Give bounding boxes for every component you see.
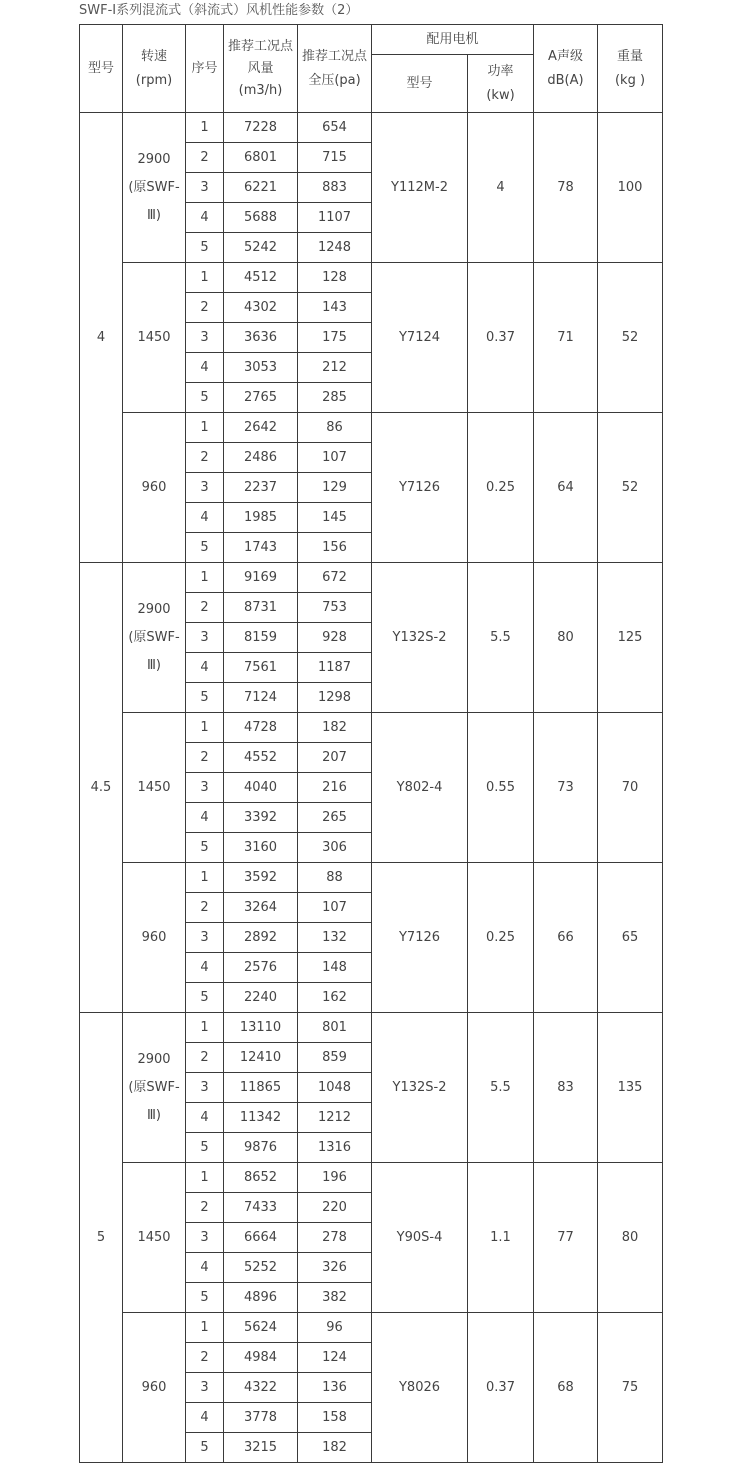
pressure-cell: 212 [298, 353, 372, 383]
flow-cell: 6664 [224, 1223, 298, 1253]
noise-cell: 66 [534, 863, 598, 1013]
pressure-cell: 148 [298, 953, 372, 983]
seq-cell: 3 [186, 323, 224, 353]
seq-cell: 2 [186, 593, 224, 623]
pressure-cell: 86 [298, 413, 372, 443]
header-weight: 重量 (kg ) [598, 25, 663, 113]
fan-performance-table [79, 24, 663, 1463]
seq-cell: 3 [186, 773, 224, 803]
seq-cell: 1 [186, 563, 224, 593]
seq-cell: 2 [186, 443, 224, 473]
speed-line: 960 [141, 1379, 167, 1395]
seq-cell: 2 [186, 143, 224, 173]
noise-cell: 83 [534, 1013, 598, 1163]
speed-cell [123, 413, 186, 563]
speed-line: 2900 [137, 151, 171, 167]
speed-line: 1450 [137, 1229, 171, 1245]
motor-model-cell: Y132S-2 [372, 563, 468, 713]
pressure-cell: 132 [298, 923, 372, 953]
seq-cell: 1 [186, 113, 224, 143]
seq-cell: 4 [186, 653, 224, 683]
flow-cell: 13110 [224, 1013, 298, 1043]
speed-cell [123, 713, 186, 863]
speed-line: Ⅲ) [146, 1107, 162, 1123]
pressure-cell: 88 [298, 863, 372, 893]
flow-cell: 4512 [224, 263, 298, 293]
pressure-cell: 883 [298, 173, 372, 203]
seq-cell: 4 [186, 1403, 224, 1433]
speed-cell [123, 113, 186, 263]
motor-model-cell: Y7126 [372, 413, 468, 563]
seq-cell: 1 [186, 1013, 224, 1043]
pressure-cell: 1107 [298, 203, 372, 233]
power-cell: 0.37 [468, 1313, 534, 1463]
power-cell: 5.5 [468, 1013, 534, 1163]
noise-cell: 71 [534, 263, 598, 413]
speed-line: (原SWF- [128, 179, 180, 195]
speed-cell [123, 563, 186, 713]
speed-line: 2900 [137, 601, 171, 617]
seq-cell: 4 [186, 203, 224, 233]
speed-line: 1450 [137, 329, 171, 345]
seq-cell: 5 [186, 1433, 224, 1463]
seq-cell: 5 [186, 383, 224, 413]
speed-line: (原SWF- [128, 1079, 180, 1095]
flow-cell: 4552 [224, 743, 298, 773]
header-pressure: 推荐工况点 全压(pa) [298, 25, 372, 113]
motor-model-cell: Y90S-4 [372, 1163, 468, 1313]
flow-cell: 3592 [224, 863, 298, 893]
flow-cell: 3215 [224, 1433, 298, 1463]
pressure-cell: 158 [298, 1403, 372, 1433]
pressure-cell: 182 [298, 1433, 372, 1463]
pressure-cell: 162 [298, 983, 372, 1013]
flow-cell: 2240 [224, 983, 298, 1013]
speed-line: 2900 [137, 1051, 171, 1067]
speed-cell [123, 263, 186, 413]
pressure-cell: 672 [298, 563, 372, 593]
pressure-cell: 654 [298, 113, 372, 143]
power-cell: 1.1 [468, 1163, 534, 1313]
flow-cell: 9169 [224, 563, 298, 593]
pressure-cell: 107 [298, 893, 372, 923]
seq-cell: 3 [186, 1073, 224, 1103]
seq-cell: 4 [186, 803, 224, 833]
power-cell: 0.25 [468, 863, 534, 1013]
header-motor-model: 型号 [372, 55, 468, 113]
noise-cell: 64 [534, 413, 598, 563]
table-row [80, 1163, 663, 1193]
flow-cell: 5688 [224, 203, 298, 233]
pressure-cell: 382 [298, 1283, 372, 1313]
flow-cell: 9876 [224, 1133, 298, 1163]
weight-cell: 52 [598, 263, 663, 413]
flow-cell: 3778 [224, 1403, 298, 1433]
weight-cell: 70 [598, 713, 663, 863]
pressure-cell: 216 [298, 773, 372, 803]
seq-cell: 4 [186, 503, 224, 533]
flow-cell: 2765 [224, 383, 298, 413]
table-row [80, 1313, 663, 1343]
seq-cell: 5 [186, 833, 224, 863]
pressure-cell: 1187 [298, 653, 372, 683]
flow-cell: 1743 [224, 533, 298, 563]
flow-cell: 11865 [224, 1073, 298, 1103]
pressure-cell: 156 [298, 533, 372, 563]
pressure-cell: 265 [298, 803, 372, 833]
weight-cell: 125 [598, 563, 663, 713]
speed-line: Ⅲ) [146, 657, 162, 673]
speed-line: (原SWF- [128, 629, 180, 645]
speed-cell [123, 1013, 186, 1163]
flow-cell: 3392 [224, 803, 298, 833]
header-power: 功率 (kw) [468, 55, 534, 113]
pressure-cell: 326 [298, 1253, 372, 1283]
pressure-cell: 278 [298, 1223, 372, 1253]
flow-cell: 7561 [224, 653, 298, 683]
motor-model-cell: Y7124 [372, 263, 468, 413]
flow-cell: 2237 [224, 473, 298, 503]
seq-cell: 2 [186, 893, 224, 923]
pressure-cell: 129 [298, 473, 372, 503]
pressure-cell: 1048 [298, 1073, 372, 1103]
flow-cell: 2576 [224, 953, 298, 983]
flow-cell: 4896 [224, 1283, 298, 1313]
flow-cell: 2892 [224, 923, 298, 953]
seq-cell: 1 [186, 263, 224, 293]
pressure-cell: 143 [298, 293, 372, 323]
pressure-cell: 145 [298, 503, 372, 533]
flow-cell: 6801 [224, 143, 298, 173]
seq-cell: 3 [186, 623, 224, 653]
flow-cell: 8731 [224, 593, 298, 623]
pressure-cell: 196 [298, 1163, 372, 1193]
pressure-cell: 801 [298, 1013, 372, 1043]
table-row [80, 263, 663, 293]
table-row [80, 563, 663, 593]
table-caption: SWF-I系列混流式（斜流式）风机性能参数（2） [79, 3, 359, 18]
pressure-cell: 285 [298, 383, 372, 413]
seq-cell: 5 [186, 533, 224, 563]
speed-cell [123, 1313, 186, 1463]
flow-cell: 8652 [224, 1163, 298, 1193]
seq-cell: 1 [186, 863, 224, 893]
pressure-cell: 107 [298, 443, 372, 473]
noise-cell: 73 [534, 713, 598, 863]
table-row [80, 863, 663, 893]
seq-cell: 5 [186, 1283, 224, 1313]
model-cell: 4.5 [80, 563, 123, 1013]
seq-cell: 3 [186, 923, 224, 953]
weight-cell: 52 [598, 413, 663, 563]
pressure-cell: 136 [298, 1373, 372, 1403]
seq-cell: 3 [186, 1223, 224, 1253]
weight-cell: 80 [598, 1163, 663, 1313]
header-row-1 [80, 25, 663, 55]
power-cell: 0.55 [468, 713, 534, 863]
seq-cell: 2 [186, 1193, 224, 1223]
flow-cell: 7433 [224, 1193, 298, 1223]
header-motor: 配用电机 [372, 25, 534, 55]
seq-cell: 1 [186, 413, 224, 443]
weight-cell: 100 [598, 113, 663, 263]
flow-cell: 12410 [224, 1043, 298, 1073]
seq-cell: 3 [186, 173, 224, 203]
flow-cell: 2486 [224, 443, 298, 473]
noise-cell: 80 [534, 563, 598, 713]
seq-cell: 4 [186, 953, 224, 983]
motor-model-cell: Y112M-2 [372, 113, 468, 263]
flow-cell: 3264 [224, 893, 298, 923]
flow-cell: 7124 [224, 683, 298, 713]
seq-cell: 5 [186, 983, 224, 1013]
power-cell: 0.25 [468, 413, 534, 563]
seq-cell: 4 [186, 353, 224, 383]
seq-cell: 4 [186, 1253, 224, 1283]
seq-cell: 5 [186, 1133, 224, 1163]
flow-cell: 7228 [224, 113, 298, 143]
seq-cell: 2 [186, 1343, 224, 1373]
pressure-cell: 715 [298, 143, 372, 173]
weight-cell: 135 [598, 1013, 663, 1163]
pressure-cell: 1316 [298, 1133, 372, 1163]
header-speed: 转速 (rpm) [123, 25, 186, 113]
flow-cell: 3160 [224, 833, 298, 863]
table-row [80, 413, 663, 443]
pressure-cell: 175 [298, 323, 372, 353]
speed-line: 960 [141, 479, 167, 495]
table-row [80, 1013, 663, 1043]
seq-cell: 2 [186, 743, 224, 773]
speed-cell [123, 1163, 186, 1313]
flow-cell: 4302 [224, 293, 298, 323]
power-cell: 5.5 [468, 563, 534, 713]
flow-cell: 4984 [224, 1343, 298, 1373]
power-cell: 4 [468, 113, 534, 263]
flow-cell: 3636 [224, 323, 298, 353]
model-cell: 4 [80, 113, 123, 563]
pressure-cell: 182 [298, 713, 372, 743]
speed-line: Ⅲ) [146, 207, 162, 223]
seq-cell: 3 [186, 473, 224, 503]
seq-cell: 5 [186, 683, 224, 713]
pressure-cell: 1212 [298, 1103, 372, 1133]
flow-cell: 4728 [224, 713, 298, 743]
flow-cell: 5252 [224, 1253, 298, 1283]
weight-cell: 65 [598, 863, 663, 1013]
pressure-cell: 1298 [298, 683, 372, 713]
flow-cell: 4322 [224, 1373, 298, 1403]
pressure-cell: 220 [298, 1193, 372, 1223]
model-cell: 5 [80, 1013, 123, 1463]
table-row [80, 113, 663, 143]
flow-cell: 5624 [224, 1313, 298, 1343]
pressure-cell: 96 [298, 1313, 372, 1343]
flow-cell: 5242 [224, 233, 298, 263]
seq-cell: 1 [186, 1313, 224, 1343]
seq-cell: 4 [186, 1103, 224, 1133]
motor-model-cell: Y7126 [372, 863, 468, 1013]
pressure-cell: 306 [298, 833, 372, 863]
header-flow: 推荐工况点 风量 (m3/h) [224, 25, 298, 113]
pressure-cell: 128 [298, 263, 372, 293]
seq-cell: 1 [186, 1163, 224, 1193]
speed-line: 1450 [137, 779, 171, 795]
motor-model-cell: Y132S-2 [372, 1013, 468, 1163]
header-model: 型号 [80, 25, 123, 113]
header-seq: 序号 [186, 25, 224, 113]
table-row [80, 713, 663, 743]
flow-cell: 6221 [224, 173, 298, 203]
noise-cell: 68 [534, 1313, 598, 1463]
flow-cell: 1985 [224, 503, 298, 533]
noise-cell: 77 [534, 1163, 598, 1313]
flow-cell: 8159 [224, 623, 298, 653]
pressure-cell: 1248 [298, 233, 372, 263]
seq-cell: 2 [186, 293, 224, 323]
pressure-cell: 928 [298, 623, 372, 653]
header-noise: A声级 dB(A) [534, 25, 598, 113]
noise-cell: 78 [534, 113, 598, 263]
pressure-cell: 207 [298, 743, 372, 773]
pressure-cell: 753 [298, 593, 372, 623]
weight-cell: 75 [598, 1313, 663, 1463]
flow-cell: 2642 [224, 413, 298, 443]
power-cell: 0.37 [468, 263, 534, 413]
flow-cell: 3053 [224, 353, 298, 383]
motor-model-cell: Y8026 [372, 1313, 468, 1463]
motor-model-cell: Y802-4 [372, 713, 468, 863]
seq-cell: 5 [186, 233, 224, 263]
speed-cell [123, 863, 186, 1013]
flow-cell: 11342 [224, 1103, 298, 1133]
flow-cell: 4040 [224, 773, 298, 803]
seq-cell: 3 [186, 1373, 224, 1403]
speed-line: 960 [141, 929, 167, 945]
seq-cell: 1 [186, 713, 224, 743]
pressure-cell: 859 [298, 1043, 372, 1073]
seq-cell: 2 [186, 1043, 224, 1073]
pressure-cell: 124 [298, 1343, 372, 1373]
